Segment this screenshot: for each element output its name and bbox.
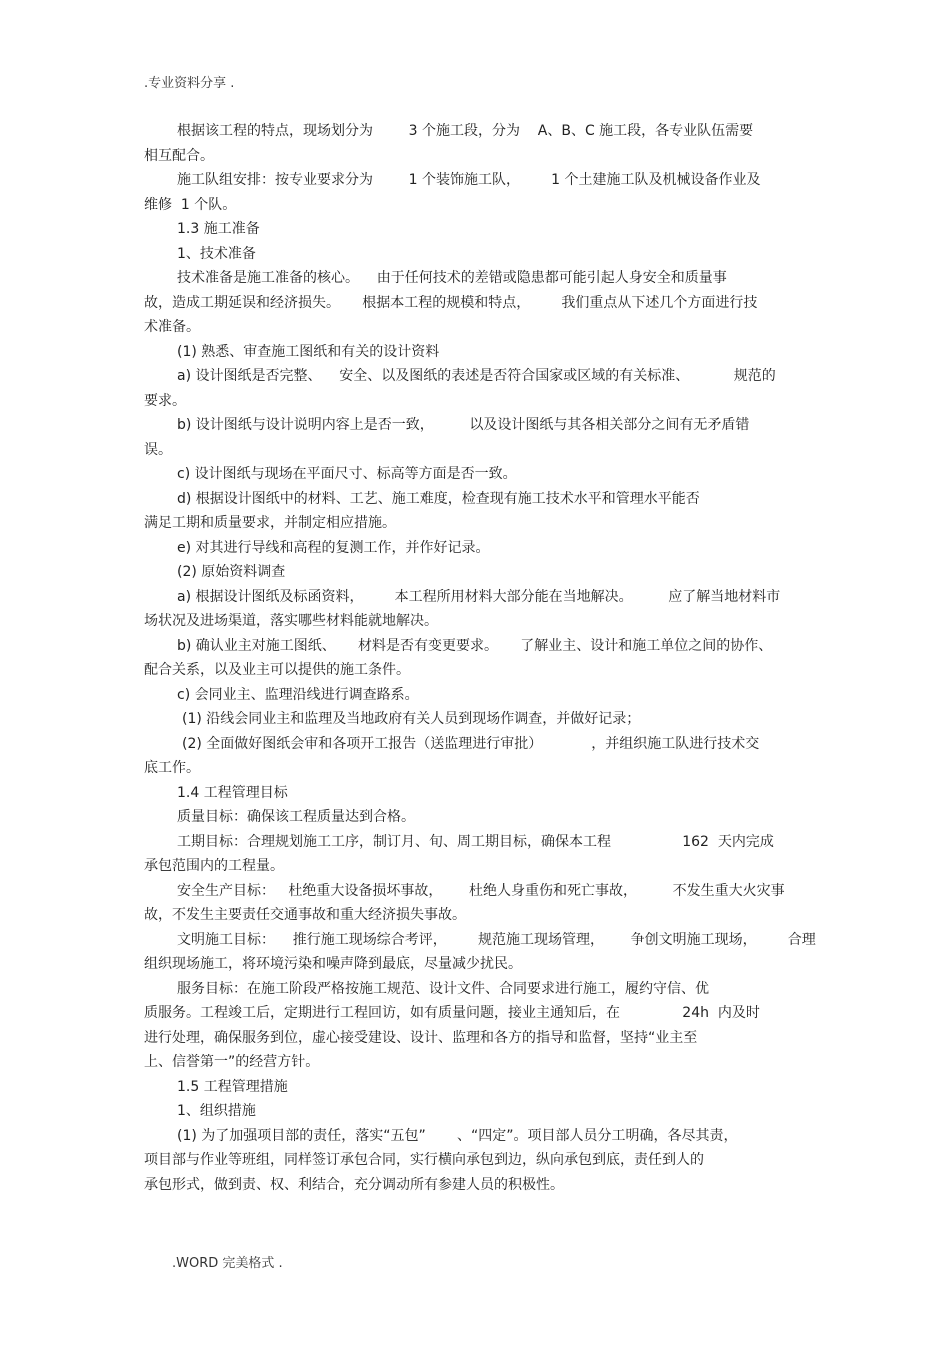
text-line: 工期目标：合理规划施工工序，制订月、旬、周工期目标，确保本工程 162 天内完成 [177, 833, 774, 850]
text-line: 服务目标：在施工阶段严格按施工规范、设计文件、合同要求进行施工，履约守信、优 [177, 980, 709, 997]
text-line: 1.5 工程管理措施 [177, 1078, 288, 1095]
text-line: 文明施工目标： 推行施工现场综合考评， 规范施工现场管理， 争创文明施工现场， 合理 [177, 931, 816, 948]
text-line: 上、信誉第一”的经营方针。 [144, 1054, 320, 1070]
text-line: 质服务。工程竣工后，定期进行工程回访，如有质量问题，接业主通知后，在 24h 内及时 [144, 1005, 760, 1021]
page-header: .专业资料分享 . [144, 76, 235, 91]
text-line: 底工作。 [144, 760, 200, 776]
text-line: a) 根据设计图纸及标函资料， 本工程所用材料大部分能在当地解决。 应了解当地材料市 [177, 588, 781, 605]
text-line: 组织现场施工，将环境污染和噪声降到最底，尽量减少扰民。 [144, 956, 522, 972]
text-line: 施工队组安排：按专业要求分为 1 个装饰施工队， 1 个土建施工队及机械设备作业及 [177, 172, 761, 188]
text-line: (1) 为了加强项目部的责任，落实“五包” 、“四定”。项目部人员分工明确，各尽其责， [177, 1127, 738, 1144]
text-line: 相互配合。 [144, 147, 214, 164]
text-line: b) 确认业主对施工图纸、 材料是否有变更要求。 了解业主、设计和施工单位之间的协作、 [177, 637, 773, 654]
text-line: 故，造成工期延误和经济损失。 根据本工程的规模和特点， 我们重点从下述几个方面进行技 [144, 294, 758, 311]
text-line: 承包形式，做到责、权、利结合，充分调动所有参建人员的积极性。 [144, 1176, 564, 1193]
text-line: 1、组织措施 [177, 1103, 256, 1119]
text-line: 1.4 工程管理目标 [177, 784, 288, 801]
text-line: (1) 熟悉、审查施工图纸和有关的设计资料 [177, 343, 440, 360]
text-line: e) 对其进行导线和高程的复测工作，并作好记录。 [177, 539, 490, 556]
text-line: 技术准备是施工准备的核心。 由于任何技术的差错或隐患都可能引起人身安全和质量事 [177, 270, 727, 286]
text-line: 误。 [144, 441, 172, 458]
page-footer: .WORD 完美格式 . [172, 1256, 283, 1271]
text-line: b) 设计图纸与设计说明内容上是否一致， 以及设计图纸与其各相关部分之间有无矛盾错 [177, 417, 750, 433]
document-body [144, 119, 814, 1197]
text-line: d) 根据设计图纸中的材料、工艺、施工难度，检查现有施工技术水平和管理水平能否 [177, 490, 700, 507]
text-line: 满足工期和质量要求，并制定相应措施。 [144, 515, 396, 531]
text-line: (1) 沿线会同业主和监理及当地政府有关人员到现场作调查，并做好记录； [182, 711, 641, 727]
text-line: 要求。 [144, 392, 186, 409]
text-line: 术准备。 [144, 319, 200, 335]
text-line: 场状况及进场渠道，落实哪些材料能就地解决。 [144, 613, 438, 629]
text-line: 配合关系，以及业主可以提供的施工条件。 [144, 662, 410, 678]
text-line: 承包范围内的工程量。 [144, 858, 284, 874]
text-line: 进行处理，确保服务到位，虚心接受建设、设计、监理和各方的指导和监督，坚持“业主至 [144, 1029, 698, 1046]
text-line: 根据该工程的特点，现场划分为 3 个施工段，分为 A、B、C 施工段，各专业队伍需要 [177, 123, 754, 139]
text-line: 1、技术准备 [177, 245, 256, 262]
text-line: a) 设计图纸是否完整、 安全、以及图纸的表述是否符合国家或区域的有关标准、 规范的 [177, 368, 776, 384]
text-line: (2) 原始资料调查 [177, 564, 286, 580]
text-line: 项目部与作业等班组，同样签订承包合同，实行横向承包到边，纵向承包到底，责任到人的 [144, 1152, 704, 1168]
text-line: (2) 全面做好图纸会审和各项开工报告（送监理进行审批） ，并组织施工队进行技术交 [182, 735, 760, 752]
text-line: 质量目标：确保该工程质量达到合格。 [177, 809, 415, 825]
text-line: c) 会同业主、监理沿线进行调查路系。 [177, 686, 419, 703]
text-line: 安全生产目标： 杜绝重大设备损坏事故， 杜绝人身重伤和死亡事故， 不发生重大火灾事 [177, 882, 785, 899]
text-line: c) 设计图纸与现场在平面尺寸、标高等方面是否一致。 [177, 466, 517, 482]
text-line: 维修 1 个队。 [144, 196, 237, 213]
text-line: 故，不发生主要责任交通事故和重大经济损失事故。 [144, 907, 466, 923]
text-line: 1.3 施工准备 [177, 221, 260, 237]
